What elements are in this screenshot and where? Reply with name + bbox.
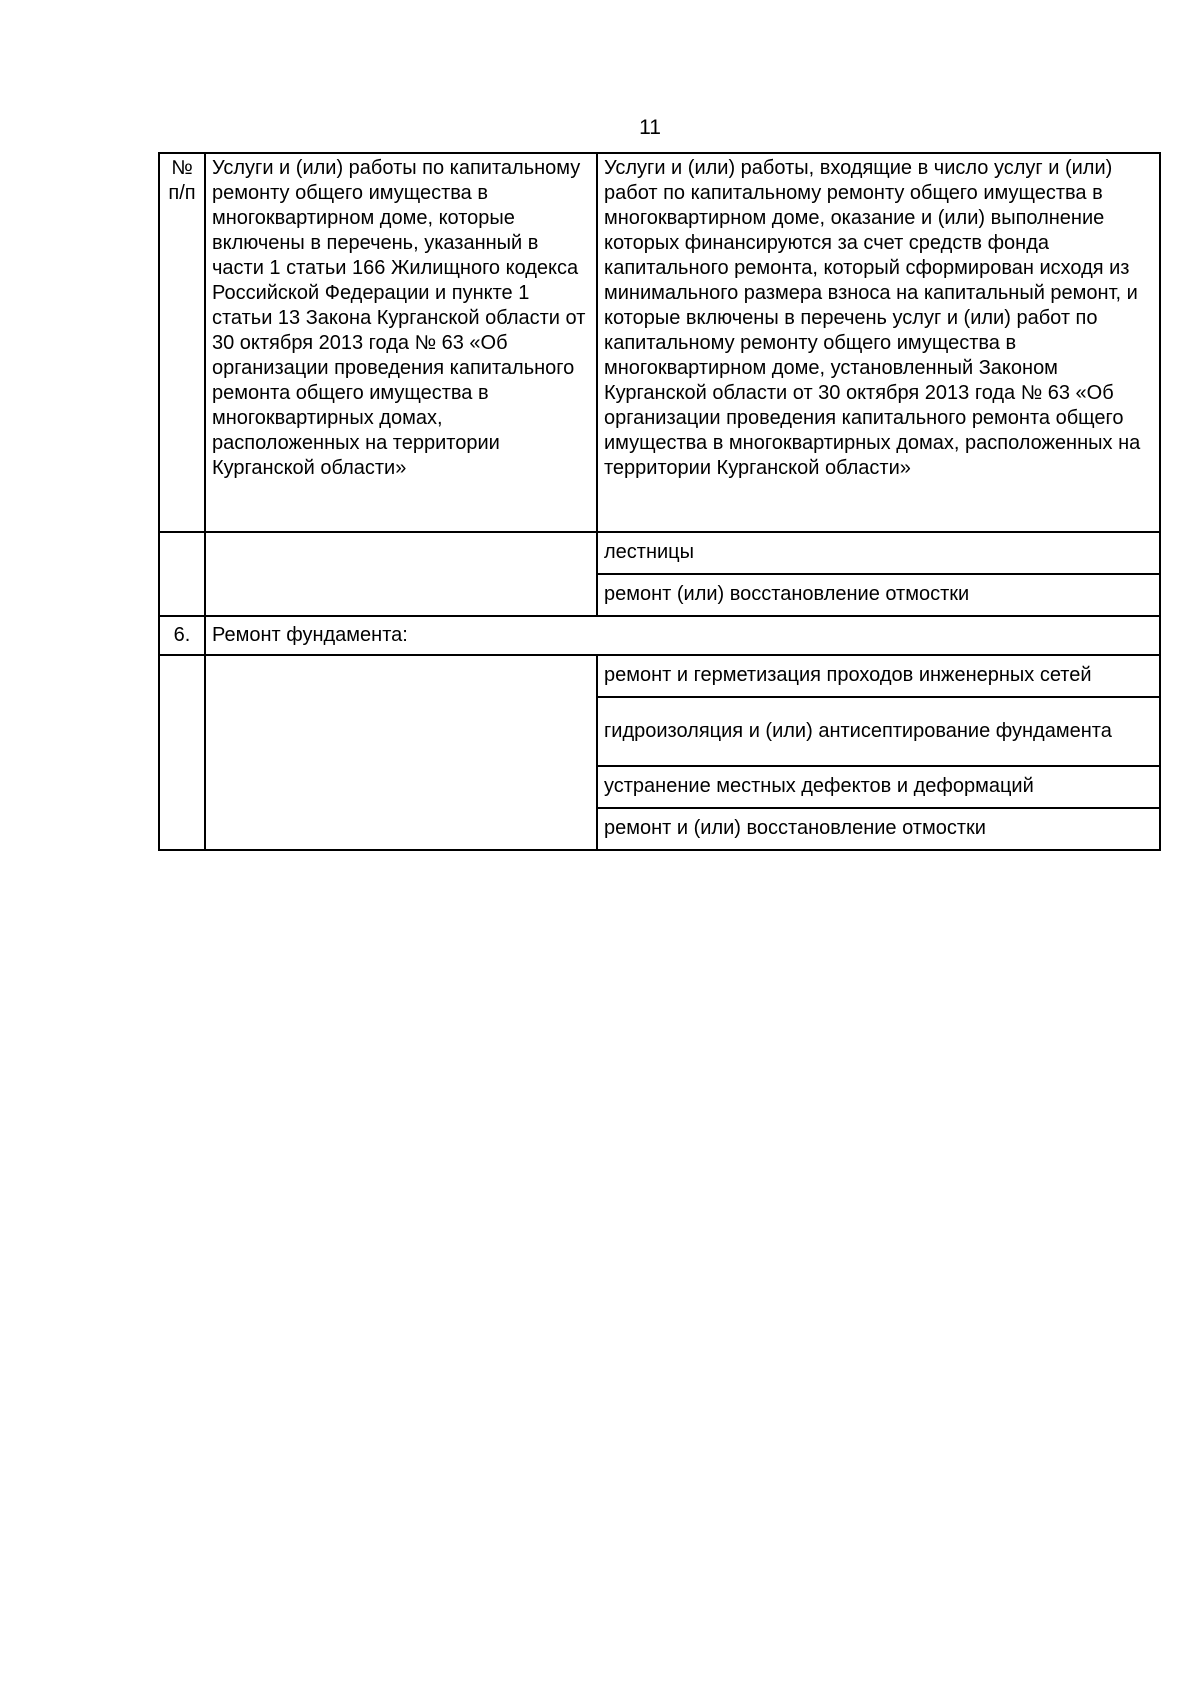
page-number: 11 (639, 116, 661, 139)
empty-number-cell (159, 532, 205, 616)
table-row (159, 532, 1160, 574)
header-services-financed-cell: Услуги и (или) работы, входящие в число услуг и (или) работ по капитальному ремонту общего имущества в многоквартирном доме, оказание и (или) выполнение которых финансируются за счет средств фонда капитального ремонта, который сформирован исходя из минимального размера взноса на капитальный ремонт, и которые включены в перечень услуг и (или) работ по капитальному ремонту общего имущества в многоквартирном доме, установленный Законом Курганской области от 30 октября 2013 года № 63 «Об организации проведения капитального ремонта общего имущества в многоквартирных домах, расположенных на территории Курганской области» (597, 153, 1160, 532)
work-item-cell: ремонт и (или) восстановление отмостки (597, 808, 1160, 850)
work-item-cell: ремонт и герметизация проходов инженерных сетей (597, 655, 1160, 697)
header-services-list-cell: Услуги и (или) работы по капитальному ремонту общего имущества в многоквартирном доме, которые включены в перечень, указанный в части 1 статьи 166 Жилищного кодекса Российской Федерации и пункте 1 статьи 13 Закона Курганской области от 30 октября 2013 года № 63 «Об организации проведения капитального ремонта общего имущества в многоквартирных домах, расположенных на территории Курганской области» (205, 153, 597, 532)
table-row (159, 655, 1160, 697)
section-row (159, 616, 1160, 655)
header-number-cell: № п/п (159, 153, 205, 532)
works-table (158, 152, 1161, 851)
continued-item-cell: ремонт (или) восстановление отмостки (597, 574, 1160, 616)
section-number-cell: 6. (159, 616, 205, 655)
continued-item-cell: лестницы (597, 532, 1160, 574)
work-item-cell: гидроизоляция и (или) антисептирование фундамента (597, 697, 1160, 766)
section-title-cell: Ремонт фундамента: (205, 616, 1160, 655)
table-header-row (159, 153, 1160, 532)
empty-service-cell (205, 532, 597, 616)
empty-number-cell (159, 655, 205, 850)
work-item-cell: устранение местных дефектов и деформаций (597, 766, 1160, 808)
empty-service-cell (205, 655, 597, 850)
